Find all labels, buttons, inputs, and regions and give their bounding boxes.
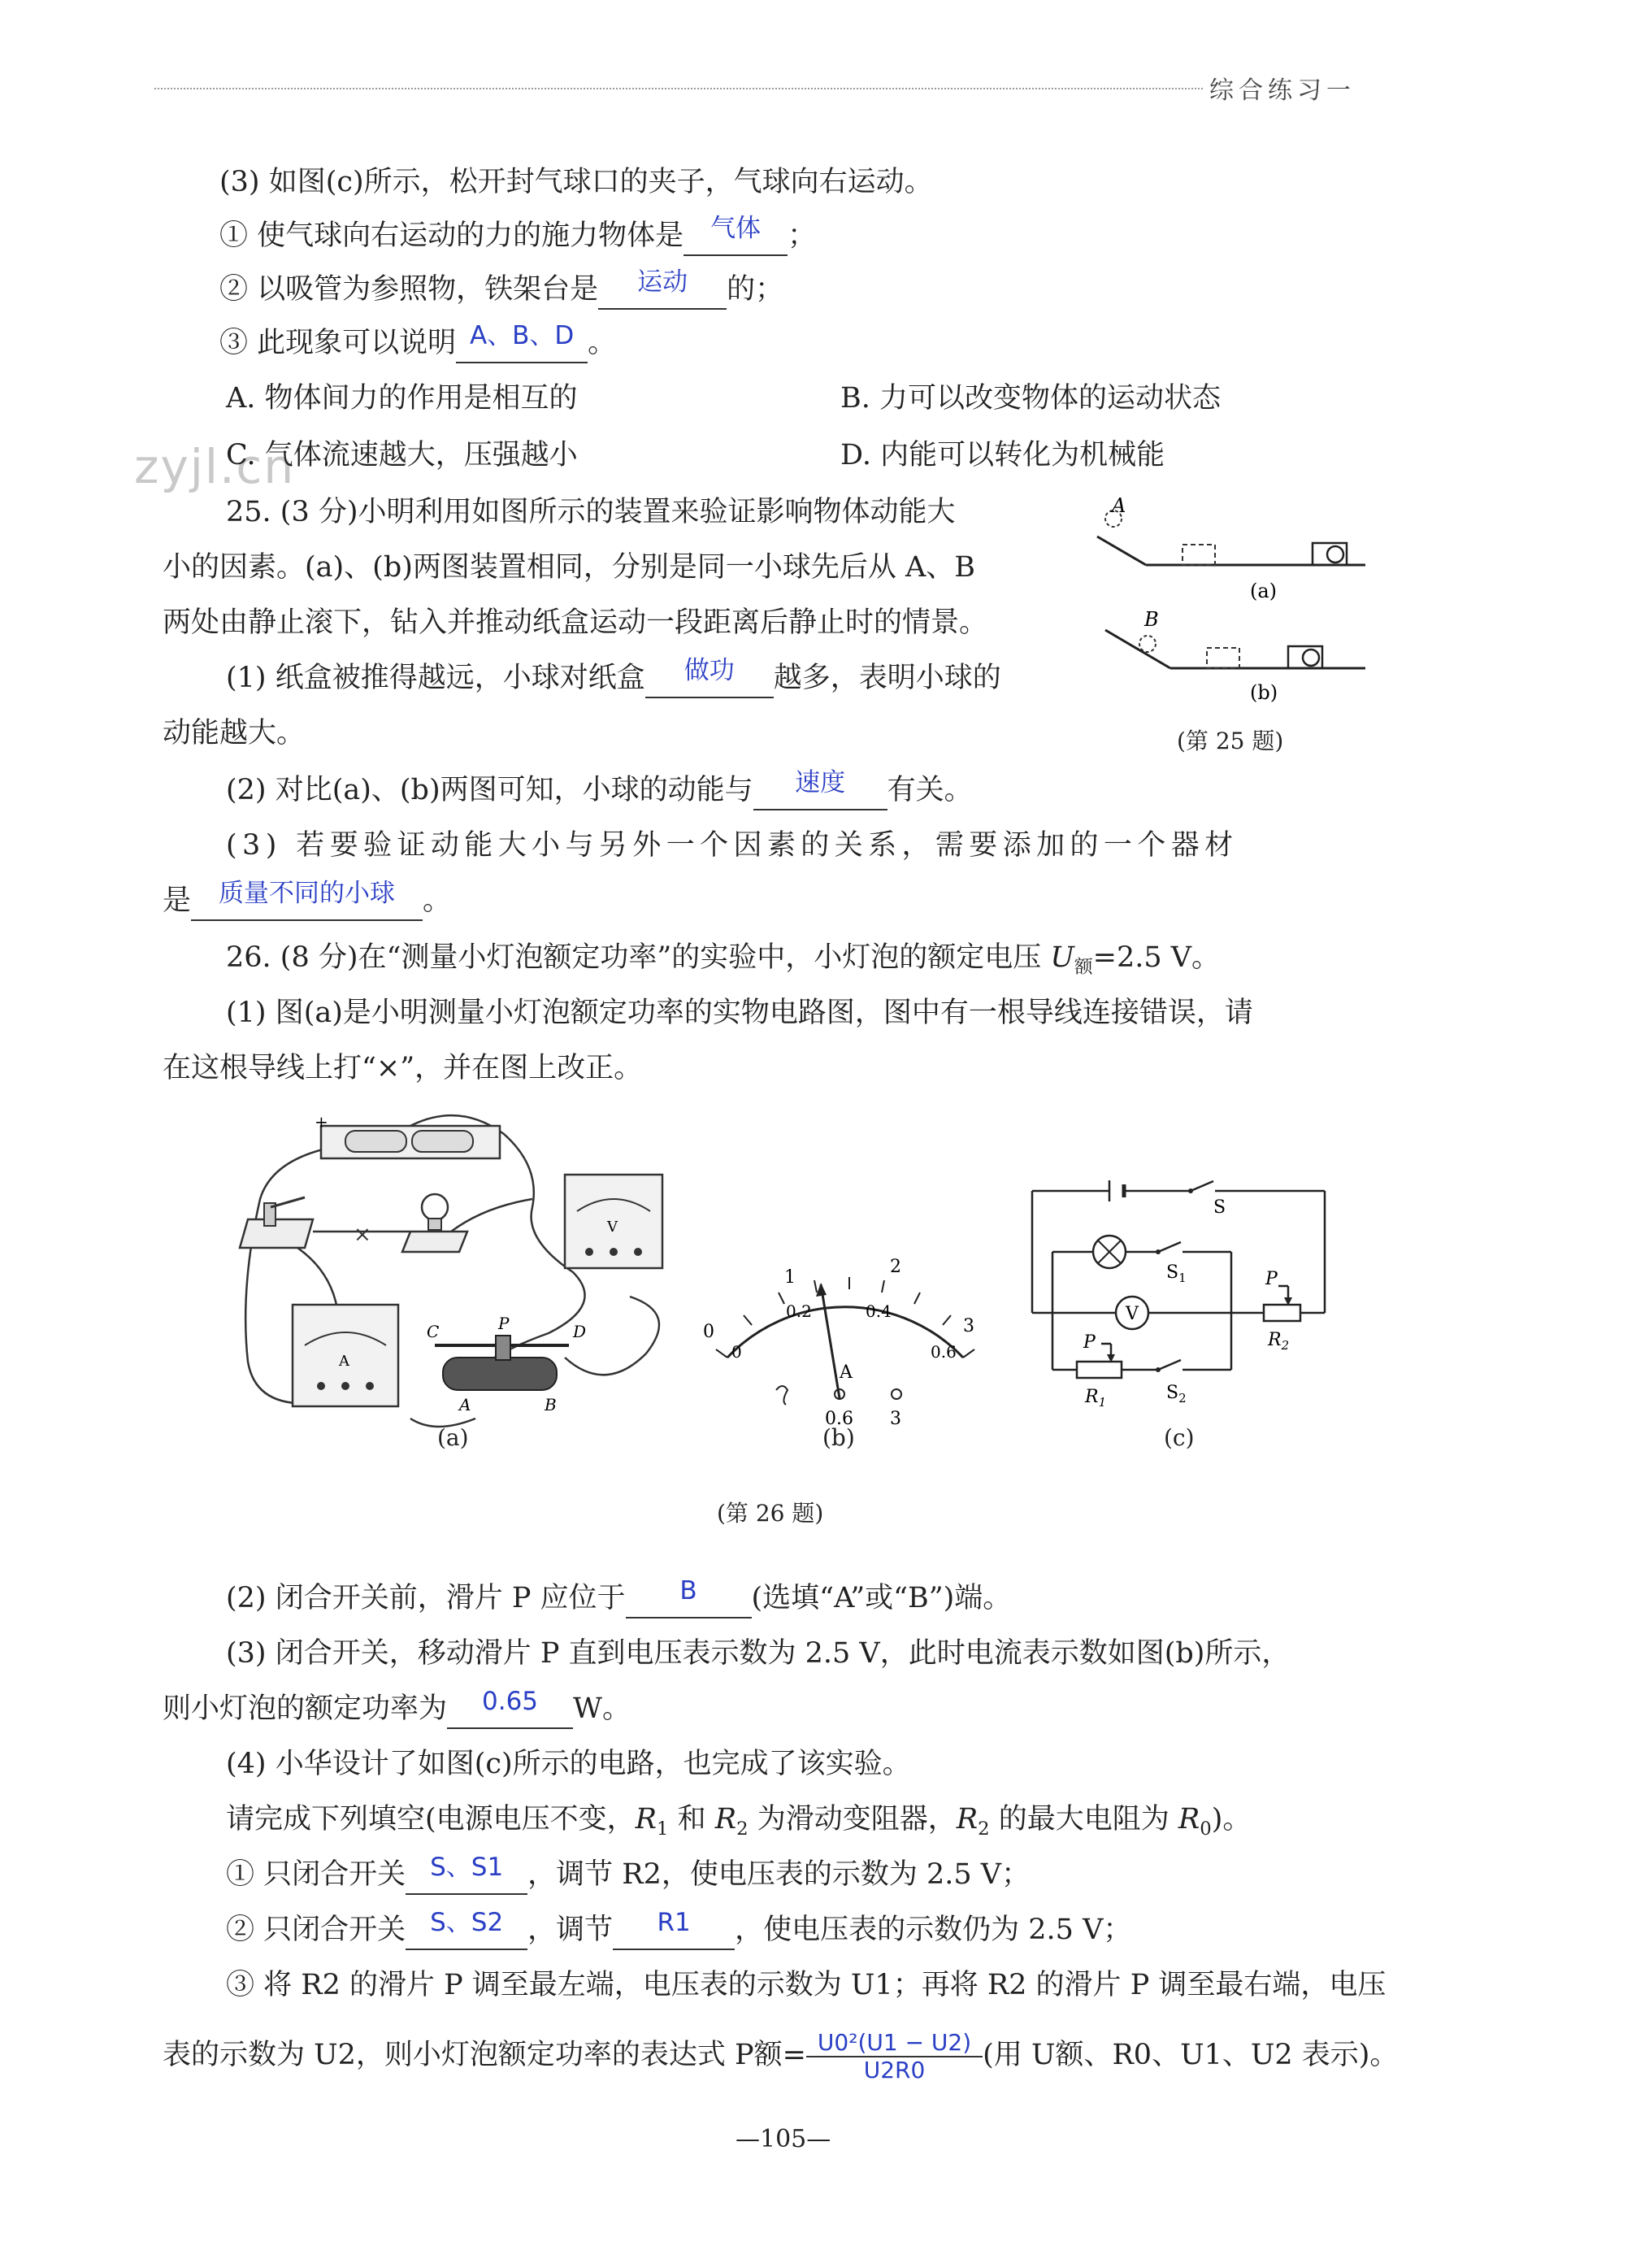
- q25-part3-line1: (3) 若要验证动能大小与另外一个因素的关系，需要添加的一个器材: [226, 829, 1239, 862]
- svg-text:V: V: [1126, 1304, 1139, 1324]
- q26-part4-line2: 请完成下列填空(电源电压不变，$R_1$ 和 $R_2$ 为滑动变阻器，$R_2$ 的最大电阻为 $R_0$)。: [226, 1803, 1252, 1840]
- q25-part1: (1) 纸盒被推得越远，小球对纸盒 做功 越多，表明小球的: [226, 660, 1001, 698]
- section-header: 综合练习一: [1209, 76, 1356, 105]
- svg-text:0.6: 0.6: [931, 1342, 957, 1362]
- q26-part3-blank[interactable]: 0.65: [447, 1692, 573, 1729]
- q25-line2: 小的因素。(a)、(b)两图装置相同，分别是同一小球先后从 A、B: [163, 551, 976, 584]
- switch-s1: [1158, 1242, 1181, 1252]
- svg-text:3: 3: [963, 1316, 974, 1336]
- q24-option-d: D. 内能可以转化为机械能: [840, 439, 1165, 471]
- q26-step2: ② 只闭合开关 S、S2 ，调节 R1 ，使电压表的示数仍为 2.5 V；: [226, 1912, 1131, 1950]
- switch-s2: [1158, 1360, 1181, 1370]
- q24-item2-blank[interactable]: 运动: [598, 272, 727, 310]
- svg-text:D: D: [573, 1322, 587, 1341]
- svg-text:0.6: 0.6: [825, 1409, 853, 1429]
- q25-part1-line2: 动能越大。: [163, 717, 306, 749]
- q26-step1: ① 只闭合开关 S、S1 ，调节 R2，使电压表的示数为 2.5 V；: [226, 1857, 1030, 1895]
- svg-text:C: C: [427, 1322, 440, 1341]
- label-s2: $S_2$: [1166, 1383, 1187, 1406]
- svg-text:+: +: [315, 1112, 328, 1132]
- page-number: —105—: [736, 2125, 831, 2153]
- q25-part3-blank[interactable]: 质量不同的小球: [191, 884, 423, 921]
- q25-figure: [1089, 488, 1382, 748]
- q24-option-b: B. 力可以改变物体的运动状态: [840, 382, 1221, 415]
- label-r1: $R_1$: [1085, 1387, 1107, 1410]
- svg-text:B: B: [545, 1395, 557, 1414]
- resistor-r1: [1077, 1362, 1122, 1378]
- q24-item1-blank[interactable]: 气体: [683, 219, 788, 256]
- q26-figure-b: [695, 1236, 987, 1431]
- ammeter: [293, 1305, 398, 1406]
- svg-text:A: A: [840, 1362, 853, 1383]
- q26-part1-line1: (1) 图(a)是小明测量小灯泡额定功率的实物电路图，图中有一根导线连接错误，请: [226, 997, 1253, 1029]
- q26-fig-c-label: (c): [1164, 1424, 1195, 1451]
- q26-part1-line2: 在这根导线上打“×”，并在图上改正。: [163, 1052, 643, 1084]
- q24-item2: ② 以吸管为参照物，铁架台是 运动 的；: [219, 272, 783, 310]
- cross-mark-icon: ×: [354, 1223, 371, 1247]
- watermark: zyjl.cn: [134, 439, 296, 494]
- header-rule: [154, 88, 1203, 89]
- svg-text:P: P: [1265, 1269, 1278, 1289]
- q25-figure-a: [1097, 494, 1365, 602]
- q26-caption: (第 26 题): [717, 1500, 824, 1527]
- q26-figure-c: [1020, 1179, 1345, 1423]
- q26-part4-line1: (4) 小华设计了如图(c)所示的电路，也完成了该实验。: [226, 1748, 911, 1780]
- q25-part3-line2: 是 质量不同的小球 。: [163, 883, 451, 921]
- rheostat: [427, 1314, 586, 1414]
- power-formula[interactable]: $\frac{\text{U0²(U1 − U2)}}{U2R0}$: [806, 2030, 983, 2083]
- q26-step2-blank1[interactable]: S、S2: [406, 1913, 527, 1950]
- resistor-r2: [1264, 1305, 1300, 1321]
- svg-text:P: P: [1083, 1332, 1096, 1353]
- switch-s: [1191, 1181, 1213, 1191]
- svg-text:0: 0: [731, 1342, 742, 1362]
- q24-option-a: A. 物体间力的作用是相互的: [226, 382, 578, 415]
- q26-step1-blank[interactable]: S、S1: [406, 1857, 527, 1895]
- q24-item3: ③ 此现象可以说明 A、B、D 。: [219, 325, 616, 363]
- svg-text:P: P: [498, 1314, 510, 1333]
- q26-fig-b-label: (b): [822, 1424, 855, 1451]
- q25-part2-blank[interactable]: 速度: [753, 773, 887, 810]
- q26-part3-line1: (3) 闭合开关，移动滑片 P 直到电压表示数为 2.5 V，此时电流表示数如图(b)所示，: [226, 1637, 1291, 1670]
- wire-5: [451, 1199, 532, 1232]
- q26-step2-blank2[interactable]: R1: [613, 1913, 735, 1950]
- svg-text:A: A: [459, 1395, 471, 1414]
- q25-part2: (2) 对比(a)、(b)两图可知，小球的动能与 速度 有关。: [226, 772, 973, 810]
- label-r2: $R_2$: [1268, 1330, 1290, 1353]
- svg-text:0: 0: [703, 1322, 714, 1342]
- q26-step3-line2: 表的示数为 U2，则小灯泡额定功率的表达式 P额= $\frac{\text{U0²(U1 − U2)}}{U2R0}$ (用 U额、R0、U1、U2 表示)。: [163, 2028, 1399, 2083]
- svg-text:2: 2: [890, 1257, 901, 1277]
- bulb: [402, 1194, 467, 1252]
- q25-fig-a-label: (a): [1250, 580, 1278, 602]
- meter-needle: [821, 1284, 840, 1398]
- q25-figure-b: [1105, 608, 1365, 704]
- q25-label-B: B: [1144, 608, 1159, 631]
- svg-text:S: S: [1213, 1197, 1226, 1218]
- svg-text:3: 3: [890, 1409, 901, 1429]
- q25-line1: 25. (3 分)小明利用如图所示的装置来验证影响物体动能大: [226, 496, 956, 528]
- q25-label-A: A: [1112, 494, 1126, 517]
- q26-part3-line2: 则小灯泡的额定功率为 0.65 W。: [163, 1691, 631, 1729]
- voltmeter: [565, 1175, 662, 1268]
- q26-line1: 26. (8 分)在“测量小灯泡额定功率”的实验中，小灯泡的额定电压 $U_额=2.5$ V。: [226, 941, 1221, 978]
- svg-text:1: 1: [784, 1267, 796, 1288]
- q26-figure-a: [223, 1110, 679, 1443]
- q25-part1-blank[interactable]: 做功: [645, 661, 774, 698]
- q26-part2-blank[interactable]: B: [626, 1581, 752, 1618]
- q26-fig-a-label: (a): [437, 1424, 469, 1451]
- q24-item1: ① 使气球向右运动的力的施力物体是 气体 ；: [219, 218, 816, 256]
- label-s1: $S_1$: [1166, 1262, 1187, 1285]
- q24-item3-blank[interactable]: A、B、D: [456, 326, 588, 363]
- svg-text:V: V: [607, 1219, 618, 1236]
- q24-option-c: C. 气体流速越大，压强越小: [226, 439, 578, 471]
- switch: [240, 1197, 313, 1248]
- q26-step3-line1: ③ 将 R2 的滑片 P 调至最左端，电压表的示数为 U1；再将 R2 的滑片 P 调至最右端，电压: [226, 1969, 1386, 2001]
- q25-caption: (第 25 题): [1177, 728, 1284, 754]
- svg-text:0.2: 0.2: [786, 1301, 812, 1321]
- q26-part2: (2) 闭合开关前，滑片 P 应位于 B (选填“A”或“B”)端。: [226, 1580, 1011, 1618]
- q25-fig-b-label: (b): [1250, 681, 1278, 704]
- svg-text:0.4: 0.4: [866, 1301, 892, 1321]
- q24-intro: (3) 如图(c)所示，松开封气球口的夹子，气球向右运动。: [219, 166, 933, 198]
- q25-line3: 两处由静止滚下，钻入并推动纸盒运动一段距离后静止时的情景。: [163, 606, 988, 639]
- svg-text:A: A: [339, 1353, 349, 1370]
